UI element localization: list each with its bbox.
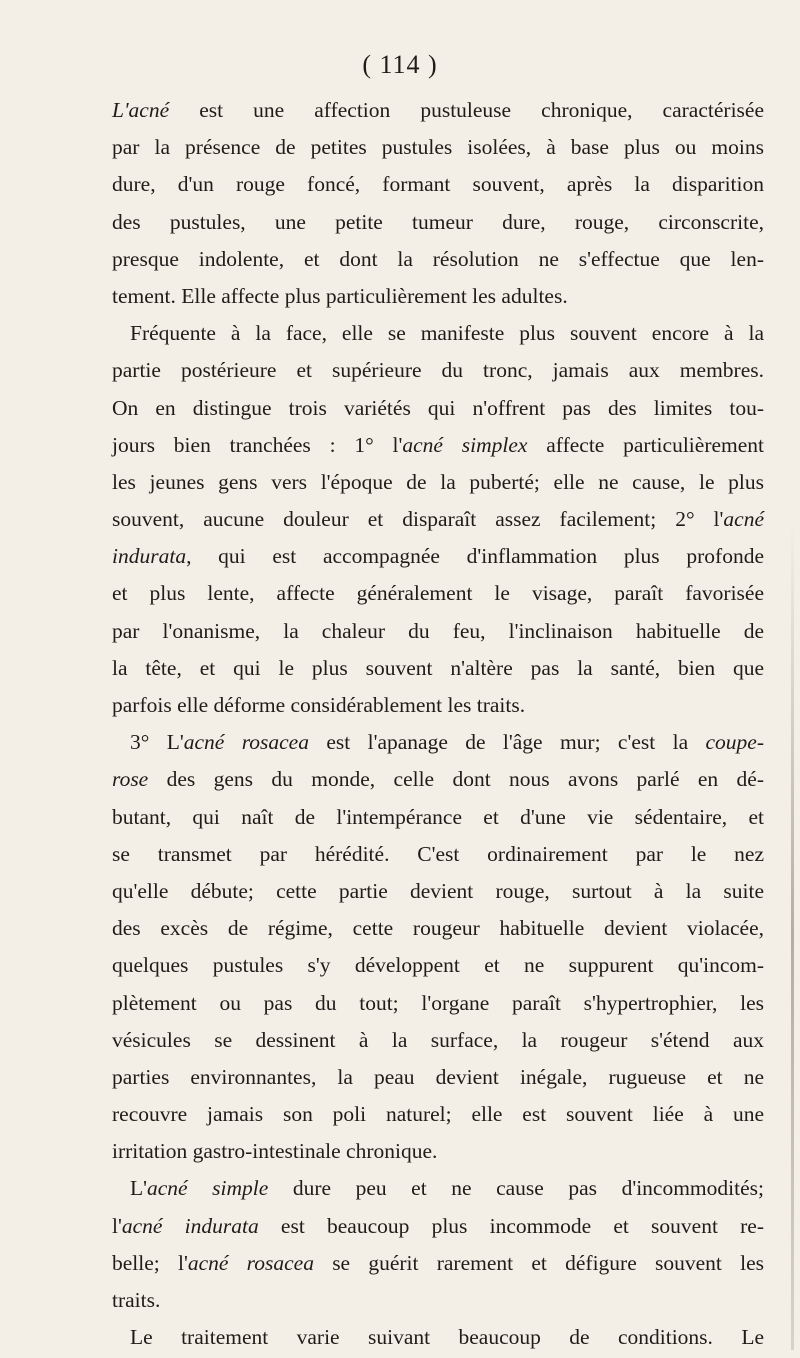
text-line bbox=[112, 1133, 764, 1170]
italic-term: coupe- bbox=[705, 730, 764, 755]
text-run: tement. Elle affecte plus particulièrement les adultes. bbox=[112, 283, 568, 308]
text-run: On en distingue trois variétés qui n'offrent pas des limites tou- bbox=[112, 395, 764, 420]
text-line bbox=[112, 352, 764, 389]
text-run: vésicules se dessinent à la surface, la rougeur s'étend aux bbox=[112, 1027, 764, 1052]
text-line bbox=[112, 1245, 764, 1282]
text-run: des pustules, une petite tumeur dure, rouge, circonscrite, bbox=[112, 209, 764, 234]
text-run: recouvre jamais son poli naturel; elle est souvent liée à une bbox=[112, 1102, 764, 1127]
text-line bbox=[112, 278, 764, 315]
italic-term: indurata bbox=[112, 544, 187, 569]
text-line bbox=[112, 501, 764, 538]
text-line bbox=[112, 166, 764, 203]
text-line bbox=[112, 538, 764, 575]
text-run: , qui est accompagnée d'inflammation plus profonde bbox=[186, 544, 764, 569]
text-line bbox=[112, 985, 764, 1022]
text-line bbox=[112, 427, 764, 464]
text-run: Fréquente à la face, elle se manifeste plus souvent encore à la bbox=[130, 321, 764, 346]
text-line bbox=[112, 836, 764, 873]
text-line bbox=[112, 241, 764, 278]
text-line bbox=[112, 1096, 764, 1133]
text-line bbox=[112, 204, 764, 241]
text-line bbox=[112, 724, 764, 761]
text-line bbox=[112, 650, 764, 687]
text-run: butant, qui naît de l'intempérance et d'une vie sédentaire, et bbox=[112, 804, 764, 829]
page-number: ( 114 ) bbox=[362, 50, 438, 79]
italic-term: L'acné bbox=[112, 98, 170, 122]
text-run: traits. bbox=[112, 1288, 161, 1312]
italic-term: acné rosacea bbox=[187, 1250, 314, 1275]
text-run: et plus lente, affecte généralement le visage, paraît favorisée bbox=[112, 581, 764, 606]
italic-term: rose bbox=[112, 767, 149, 792]
text-line bbox=[112, 947, 764, 984]
italic-term: acné bbox=[723, 507, 764, 532]
text-run: 3° L' bbox=[130, 730, 184, 755]
text-line bbox=[112, 315, 764, 352]
text-run: jours bien tranchées : 1° l' bbox=[112, 432, 403, 457]
text-line bbox=[112, 613, 764, 650]
text-run: presque indolente, et dont la résolution ne s'effectue que len- bbox=[112, 246, 764, 271]
text-run: quelques pustules s'y développent et ne suppurent qu'incom- bbox=[112, 953, 764, 978]
text-run: Le traitement varie suivant beaucoup de conditions. Le bbox=[130, 1325, 764, 1350]
text-run: irritation gastro-intestinale chronique. bbox=[112, 1139, 438, 1164]
text-run: l' bbox=[112, 1213, 122, 1238]
text-line bbox=[112, 687, 764, 724]
text-run: des excès de régime, cette rougeur habituelle devient violacée, bbox=[112, 916, 764, 941]
text-run: est beaucoup plus incommode et souvent re- bbox=[258, 1213, 764, 1238]
text-run: dure, d'un rouge foncé, formant souvent, après la disparition bbox=[112, 172, 764, 197]
text-run: des gens du monde, celle dont nous avons parlé en dé- bbox=[148, 767, 764, 792]
italic-term: acné indurata bbox=[121, 1213, 259, 1238]
text-run: la tête, et qui le plus souvent n'altère pas la santé, bien que bbox=[112, 655, 764, 680]
italic-term: acné rosacea bbox=[183, 730, 309, 755]
text-line bbox=[112, 761, 764, 798]
text-line bbox=[112, 1208, 764, 1245]
text-run: partie postérieure et supérieure du tronc, jamais aux membres. bbox=[112, 358, 764, 383]
text-run: parfois elle déforme considérablement les traits. bbox=[112, 693, 526, 717]
text-run: parties environnantes, la peau devient inégale, rugueuse et ne bbox=[112, 1064, 764, 1089]
text-line bbox=[112, 1022, 764, 1059]
text-run: est l'apanage de l'âge mur; c'est la bbox=[308, 730, 706, 755]
text-line bbox=[112, 799, 764, 836]
text-line bbox=[112, 1059, 764, 1096]
text-run: dure peu et ne cause pas d'incommodités; bbox=[268, 1176, 764, 1201]
text-run: se guérit rarement et défigure souvent les bbox=[313, 1250, 764, 1275]
text-run: par l'onanisme, la chaleur du feu, l'inclinaison habituelle de bbox=[112, 618, 764, 643]
text-line bbox=[112, 873, 764, 910]
text-run: plètement ou pas du tout; l'organe paraît s'hypertrophier, les bbox=[112, 990, 764, 1015]
text-run: qu'elle débute; cette partie devient rouge, surtout à la suite bbox=[112, 878, 764, 903]
text-run: L' bbox=[130, 1176, 148, 1201]
text-run: belle; l' bbox=[112, 1250, 188, 1275]
text-run: par la présence de petites pustules isolées, à base plus ou moins bbox=[112, 135, 764, 160]
body-text bbox=[112, 92, 764, 1356]
italic-term: acné simplex bbox=[402, 432, 528, 457]
text-line bbox=[112, 464, 764, 501]
text-line bbox=[112, 390, 764, 427]
text-line bbox=[112, 92, 764, 129]
text-line bbox=[112, 575, 764, 612]
text-run: les jeunes gens vers l'époque de la puberté; elle ne cause, le plus bbox=[112, 469, 764, 494]
text-line bbox=[112, 1170, 764, 1207]
text-run: affecte particulièrement bbox=[527, 432, 765, 457]
italic-term: acné simple bbox=[147, 1176, 269, 1201]
text-line bbox=[112, 129, 764, 166]
page-edge-shadow bbox=[791, 520, 794, 1350]
text-run: se transmet par hérédité. C'est ordinairement par le nez bbox=[112, 841, 764, 866]
text-line bbox=[112, 910, 764, 947]
text-line bbox=[112, 1282, 764, 1319]
text-run: est une affection pustuleuse chronique, caractérisée bbox=[169, 98, 764, 122]
text-line bbox=[112, 1319, 764, 1356]
text-run: souvent, aucune douleur et disparaît assez facilement; 2° l' bbox=[112, 507, 724, 532]
